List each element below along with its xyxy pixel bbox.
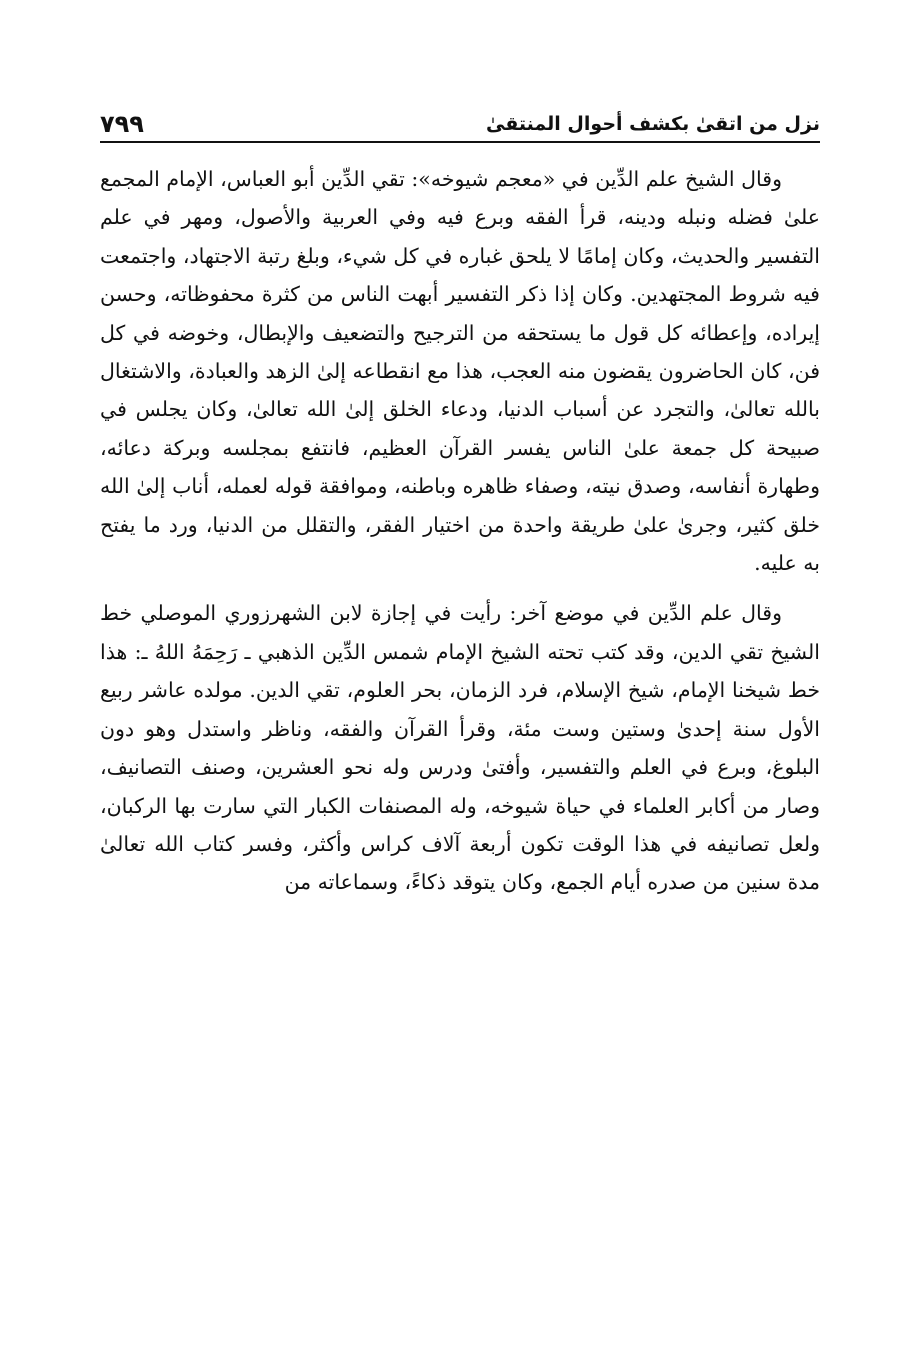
book-page (100, 0, 820, 1366)
page-header (100, 104, 820, 138)
header-rule (100, 141, 820, 143)
paragraph-2: وقال علم الدِّين في موضع آخر: رأيت في إجازة لابن الشهرزوري الموصلي خط الشيخ تقي الدين، وقد كتب تحته الشيخ الإمام شمس الدِّين الذهبي ـ رَحِمَهُ اللهُ ـ: هذا خط شيخنا الإمام، شيخ الإسلام، فرد الزمان، بحر العلوم، تقي الدين. مولده عاشر ربيع الأول سنة إحدىٰ وستين وست مئة، وقرأ القرآن والفقه، وناظر واستدل وهو دون البلوغ، وبرع في العلم والتفسير، وأفتىٰ ودرس وله نحو العشرين، وصنف التصانيف، وصار من أكابر العلماء في حياة شيوخه، وله المصنفات الكبار التي سارت بها الركبان، ولعل تصانيفه في هذا الوقت تكون أربعة آلاف كراس وأكثر، وفسر كتاب الله تعالىٰ مدة سنين من صدره أيام الجمع، وكان يتوقد ذكاءً، وسماعاته من (100, 601, 820, 895)
body-text (100, 160, 820, 914)
running-title: نزل من اتقىٰ بكشف أحوال المنتقىٰ (486, 113, 820, 135)
paragraph-1: وقال الشيخ علم الدِّين في «معجم شيوخه»: تقي الدِّين أبو العباس، الإمام المجمع علىٰ فضله ونبله ودينه، قرأ الفقه وبرع فيه وفي العربية والأصول، ومهر في علم التفسير والحديث، وكان إمامًا لا يلحق غباره في كل شيء، وبلغ رتبة الاجتهاد، واجتمعت فيه شروط المجتهدين. وكان إذا ذكر التفسير أبهت الناس من كثرة محفوظاته، وحسن إيراده، وإعطائه كل قول ما يستحقه من الترجيح والتضعيف والإبطال، وخوضه في كل فن، كان الحاضرون يقضون منه العجب، هذا مع انقطاعه إلىٰ الزهد والعبادة، والاشتغال بالله تعالىٰ، والتجرد عن أسباب الدنيا، ودعاء الخلق إلىٰ الله تعالىٰ، وكان يجلس في صبيحة كل جمعة علىٰ الناس يفسر القرآن العظيم، فانتفع بمجلسه وبركة دعائه، وطهارة أنفاسه، وصدق نيته، وصفاء ظاهره وباطنه، وموافقة قوله لعمله، أناب إلىٰ الله خلق كثير، وجرىٰ علىٰ طريقة واحدة من اختيار الفقر، والتقلل من الدنيا، ورد ما يفتح به عليه. (100, 167, 820, 576)
page-number: ٧٩٩ (100, 110, 144, 138)
